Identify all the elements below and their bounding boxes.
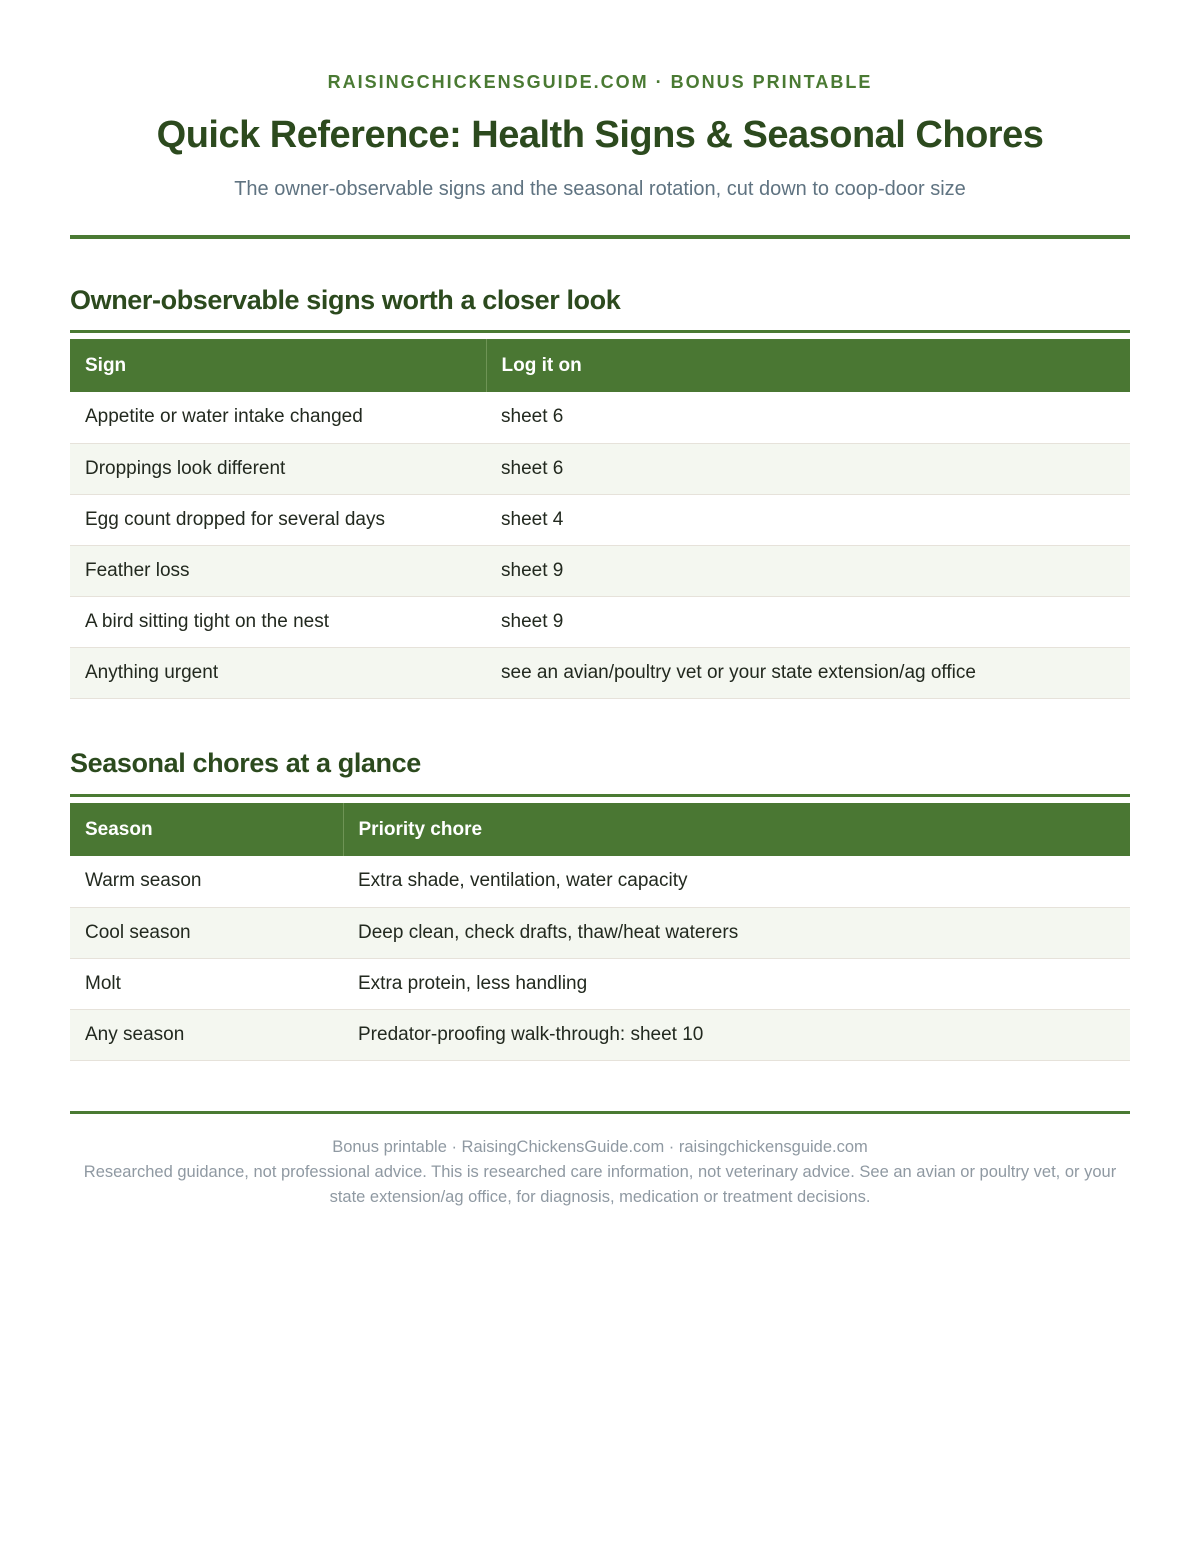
footer — [70, 1135, 1130, 1210]
footer-divider — [70, 1111, 1130, 1114]
log-cell: sheet 9 — [486, 596, 1130, 647]
chore-cell: Extra protein, less handling — [343, 958, 1130, 1009]
sign-cell: Feather loss — [70, 545, 486, 596]
season-cell: Warm season — [70, 856, 343, 907]
table-row — [70, 1009, 1130, 1060]
log-cell: sheet 4 — [486, 494, 1130, 545]
column-header-sign: Sign — [70, 339, 486, 392]
column-header-priority-chore: Priority chore — [343, 803, 1130, 856]
header-divider — [70, 235, 1130, 239]
sign-cell: Droppings look different — [70, 443, 486, 494]
sign-cell: A bird sitting tight on the nest — [70, 596, 486, 647]
footer-source-line: Bonus printable · RaisingChickensGuide.com · raisingchickensguide.com — [332, 1138, 868, 1156]
signs-table — [70, 339, 1130, 699]
table-row — [70, 443, 1130, 494]
table-row — [70, 958, 1130, 1009]
table-row — [70, 545, 1130, 596]
table-row — [70, 494, 1130, 545]
page-subtitle: The owner-observable signs and the seasonal rotation, cut down to coop-door size — [234, 178, 966, 200]
season-cell: Molt — [70, 958, 343, 1009]
chores-section-title: Seasonal chores at a glance — [70, 748, 421, 778]
column-header-log-it-on: Log it on — [486, 339, 1130, 392]
chores-table-header — [70, 803, 1130, 856]
chore-cell: Predator-proofing walk-through: sheet 10 — [343, 1009, 1130, 1060]
table-row — [70, 856, 1130, 907]
table-row — [70, 392, 1130, 443]
sign-cell: Egg count dropped for several days — [70, 494, 486, 545]
chore-cell: Extra shade, ventilation, water capacity — [343, 856, 1130, 907]
chores-table — [70, 803, 1130, 1061]
log-cell: sheet 9 — [486, 545, 1130, 596]
signs-table-header — [70, 339, 1130, 392]
site-kicker: RAISINGCHICKENSGUIDE.COM · BONUS PRINTABLE — [327, 72, 873, 92]
sign-cell: Appetite or water intake changed — [70, 392, 486, 443]
signs-section-divider — [70, 330, 1130, 333]
table-row — [70, 907, 1130, 958]
chores-section-divider — [70, 794, 1130, 797]
column-header-season: Season — [70, 803, 343, 856]
season-cell: Cool season — [70, 907, 343, 958]
log-cell: sheet 6 — [486, 392, 1130, 443]
table-row — [70, 647, 1130, 698]
chore-cell: Deep clean, check drafts, thaw/heat waterers — [343, 907, 1130, 958]
season-cell: Any season — [70, 1009, 343, 1060]
footer-disclaimer: Researched guidance, not professional advice. This is researched care information, not veterinary advice. See an avian or poultry vet, or your state extension/ag office, for diagnosis, medication or treatment decisions. — [83, 1163, 1117, 1206]
sign-cell: Anything urgent — [70, 647, 486, 698]
log-cell: sheet 6 — [486, 443, 1130, 494]
signs-section-title: Owner-observable signs worth a closer look — [70, 285, 621, 315]
log-cell: see an avian/poultry vet or your state extension/ag office — [486, 647, 1130, 698]
page-title: Quick Reference: Health Signs & Seasonal Chores — [156, 114, 1044, 156]
table-row — [70, 596, 1130, 647]
